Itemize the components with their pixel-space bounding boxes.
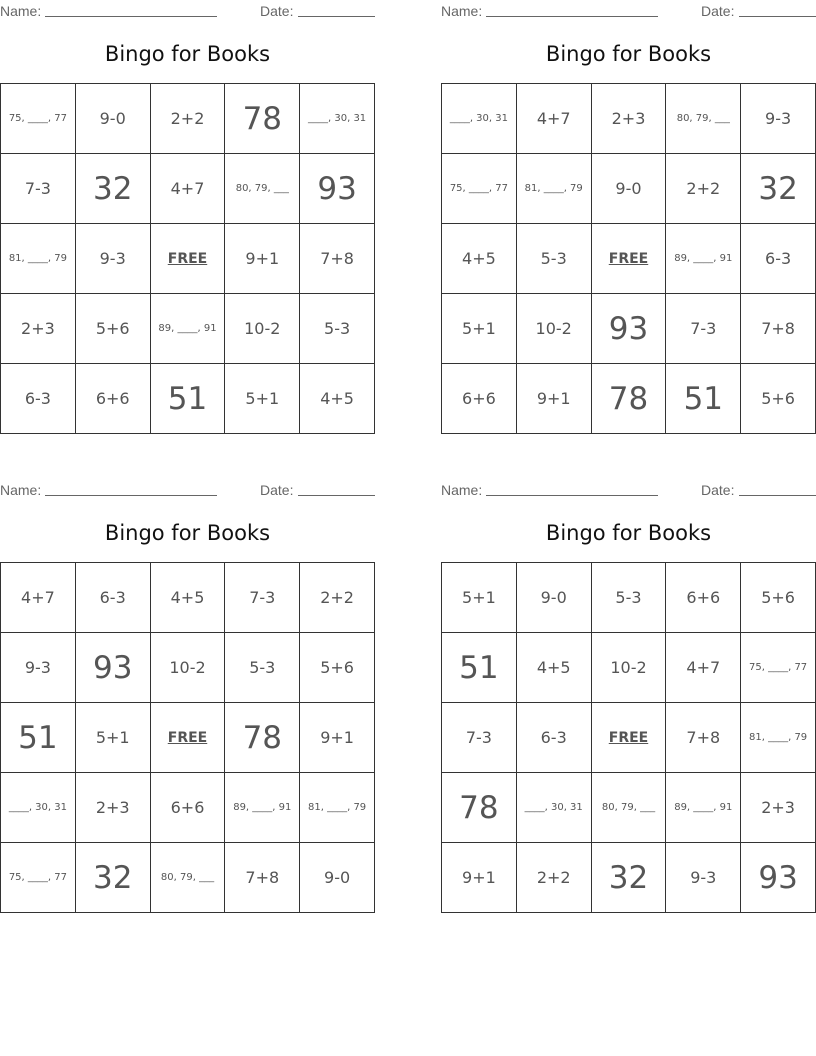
date-field-line bbox=[298, 16, 375, 17]
bingo-cell: 6-3 bbox=[517, 703, 592, 773]
bingo-cell: 51 bbox=[666, 364, 741, 434]
bingo-cell: 51 bbox=[1, 703, 76, 773]
name-label: Name: bbox=[441, 482, 483, 498]
bingo-cell: 75, ____, 77 bbox=[1, 843, 76, 913]
bingo-cell: 2+3 bbox=[741, 773, 816, 843]
bingo-cell: 78 bbox=[592, 364, 667, 434]
bingo-cell: 80, 79, ___ bbox=[151, 843, 226, 913]
bingo-cell: 4+5 bbox=[151, 563, 226, 633]
card-title: Bingo for Books bbox=[545, 42, 712, 66]
bingo-cell: 89, ____, 91 bbox=[666, 224, 741, 294]
bingo-cell: 9-3 bbox=[76, 224, 151, 294]
bingo-cell: 6+6 bbox=[442, 364, 517, 434]
bingo-cell: 9+1 bbox=[225, 224, 300, 294]
bingo-cell: 6-3 bbox=[1, 364, 76, 434]
bingo-cell: 51 bbox=[442, 633, 517, 703]
bingo-cell: 4+7 bbox=[1, 563, 76, 633]
bingo-cell: 2+2 bbox=[300, 563, 375, 633]
bingo-cell: 2+2 bbox=[517, 843, 592, 913]
name-field-line bbox=[45, 16, 217, 17]
bingo-cell: 78 bbox=[225, 84, 300, 154]
bingo-cell: 5+1 bbox=[442, 294, 517, 364]
bingo-cell: 5-3 bbox=[300, 294, 375, 364]
free-space-cell: FREE bbox=[592, 224, 667, 294]
bingo-cell: 9+1 bbox=[517, 364, 592, 434]
name-label: Name: bbox=[441, 3, 483, 19]
bingo-cell: 5+6 bbox=[741, 563, 816, 633]
bingo-cell: 9-0 bbox=[76, 84, 151, 154]
card-header bbox=[0, 0, 375, 20]
bingo-cell: 5+1 bbox=[225, 364, 300, 434]
bingo-cell: 89, ____, 91 bbox=[225, 773, 300, 843]
bingo-cell: 32 bbox=[741, 154, 816, 224]
bingo-card-4 bbox=[441, 479, 816, 914]
bingo-cell: ____, 30, 31 bbox=[517, 773, 592, 843]
bingo-cell: 81, ____, 79 bbox=[1, 224, 76, 294]
bingo-cell: 6-3 bbox=[741, 224, 816, 294]
name-field-line bbox=[45, 495, 217, 496]
bingo-cell: 7-3 bbox=[666, 294, 741, 364]
bingo-cell: 2+3 bbox=[592, 84, 667, 154]
bingo-cell: 93 bbox=[592, 294, 667, 364]
bingo-cell: 9+1 bbox=[442, 843, 517, 913]
bingo-cell: ____, 30, 31 bbox=[300, 84, 375, 154]
bingo-cell: 80, 79, ___ bbox=[666, 84, 741, 154]
card-title: Bingo for Books bbox=[545, 521, 712, 545]
bingo-grid bbox=[441, 83, 816, 434]
date-field-line bbox=[739, 16, 816, 17]
bingo-cell: ____, 30, 31 bbox=[442, 84, 517, 154]
bingo-cell: 2+3 bbox=[76, 773, 151, 843]
card-title: Bingo for Books bbox=[104, 42, 271, 66]
free-space-cell: FREE bbox=[151, 703, 226, 773]
bingo-cell: 32 bbox=[592, 843, 667, 913]
bingo-cell: 9-0 bbox=[517, 563, 592, 633]
bingo-cell: 9-0 bbox=[300, 843, 375, 913]
bingo-cell: 89, ____, 91 bbox=[666, 773, 741, 843]
date-field-line bbox=[298, 495, 375, 496]
bingo-cell: 6+6 bbox=[151, 773, 226, 843]
bingo-cell: 7+8 bbox=[300, 224, 375, 294]
bingo-cell: 10-2 bbox=[517, 294, 592, 364]
bingo-cell: 5+6 bbox=[741, 364, 816, 434]
bingo-cell: 5+6 bbox=[76, 294, 151, 364]
bingo-cell: 10-2 bbox=[151, 633, 226, 703]
bingo-cell: 7+8 bbox=[666, 703, 741, 773]
bingo-card-3 bbox=[0, 479, 375, 914]
bingo-cell: 75, ____, 77 bbox=[741, 633, 816, 703]
bingo-cell: 7-3 bbox=[442, 703, 517, 773]
card-title: Bingo for Books bbox=[104, 521, 271, 545]
bingo-cell: 32 bbox=[76, 154, 151, 224]
bingo-cell: 10-2 bbox=[225, 294, 300, 364]
bingo-cell: 93 bbox=[300, 154, 375, 224]
bingo-cell: 2+2 bbox=[666, 154, 741, 224]
bingo-card-2 bbox=[441, 0, 816, 435]
bingo-cell: 75, ____, 77 bbox=[442, 154, 517, 224]
bingo-cell: 4+7 bbox=[666, 633, 741, 703]
card-header bbox=[441, 0, 816, 20]
name-label: Name: bbox=[0, 3, 42, 19]
bingo-cell: 5-3 bbox=[592, 563, 667, 633]
bingo-cell: 9-3 bbox=[741, 84, 816, 154]
date-field-line bbox=[739, 495, 816, 496]
name-field-line bbox=[486, 495, 658, 496]
bingo-cell: 78 bbox=[442, 773, 517, 843]
bingo-cell: 32 bbox=[76, 843, 151, 913]
bingo-cell: 9-0 bbox=[592, 154, 667, 224]
bingo-cell: 7-3 bbox=[225, 563, 300, 633]
bingo-cell: 4+5 bbox=[517, 633, 592, 703]
bingo-cell: 7+8 bbox=[225, 843, 300, 913]
date-label: Date: bbox=[701, 3, 735, 19]
bingo-cell: 7-3 bbox=[1, 154, 76, 224]
bingo-cell: 6+6 bbox=[76, 364, 151, 434]
bingo-grid bbox=[441, 562, 816, 913]
bingo-grid bbox=[0, 83, 375, 434]
bingo-cell: 2+3 bbox=[1, 294, 76, 364]
bingo-grid bbox=[0, 562, 375, 913]
bingo-cell: 6+6 bbox=[666, 563, 741, 633]
date-label: Date: bbox=[260, 482, 294, 498]
bingo-cell: 7+8 bbox=[741, 294, 816, 364]
bingo-cell: 9-3 bbox=[1, 633, 76, 703]
bingo-cell: 75, ____, 77 bbox=[1, 84, 76, 154]
bingo-cell: 5-3 bbox=[517, 224, 592, 294]
bingo-cell: 5-3 bbox=[225, 633, 300, 703]
bingo-cell: ____, 30, 31 bbox=[1, 773, 76, 843]
bingo-cell: 78 bbox=[225, 703, 300, 773]
bingo-cell: 51 bbox=[151, 364, 226, 434]
bingo-cell: 80, 79, ___ bbox=[225, 154, 300, 224]
bingo-cell: 81, ____, 79 bbox=[517, 154, 592, 224]
bingo-cell: 4+7 bbox=[151, 154, 226, 224]
bingo-cell: 6-3 bbox=[76, 563, 151, 633]
bingo-cell: 9-3 bbox=[666, 843, 741, 913]
bingo-cell: 9+1 bbox=[300, 703, 375, 773]
bingo-cell: 4+5 bbox=[442, 224, 517, 294]
bingo-cell: 93 bbox=[741, 843, 816, 913]
bingo-cell: 4+5 bbox=[300, 364, 375, 434]
name-field-line bbox=[486, 16, 658, 17]
date-label: Date: bbox=[701, 482, 735, 498]
bingo-cell: 80, 79, ___ bbox=[592, 773, 667, 843]
bingo-card-1 bbox=[0, 0, 375, 435]
bingo-cell: 10-2 bbox=[592, 633, 667, 703]
date-label: Date: bbox=[260, 3, 294, 19]
bingo-cell: 81, ____, 79 bbox=[741, 703, 816, 773]
bingo-cell: 4+7 bbox=[517, 84, 592, 154]
card-header bbox=[441, 479, 816, 499]
bingo-cell: 5+6 bbox=[300, 633, 375, 703]
free-space-cell: FREE bbox=[592, 703, 667, 773]
bingo-cell: 81, ____, 79 bbox=[300, 773, 375, 843]
card-header bbox=[0, 479, 375, 499]
name-label: Name: bbox=[0, 482, 42, 498]
free-space-cell: FREE bbox=[151, 224, 226, 294]
bingo-cell: 93 bbox=[76, 633, 151, 703]
bingo-cell: 5+1 bbox=[442, 563, 517, 633]
bingo-cell: 2+2 bbox=[151, 84, 226, 154]
bingo-cell: 5+1 bbox=[76, 703, 151, 773]
bingo-cell: 89, ____, 91 bbox=[151, 294, 226, 364]
